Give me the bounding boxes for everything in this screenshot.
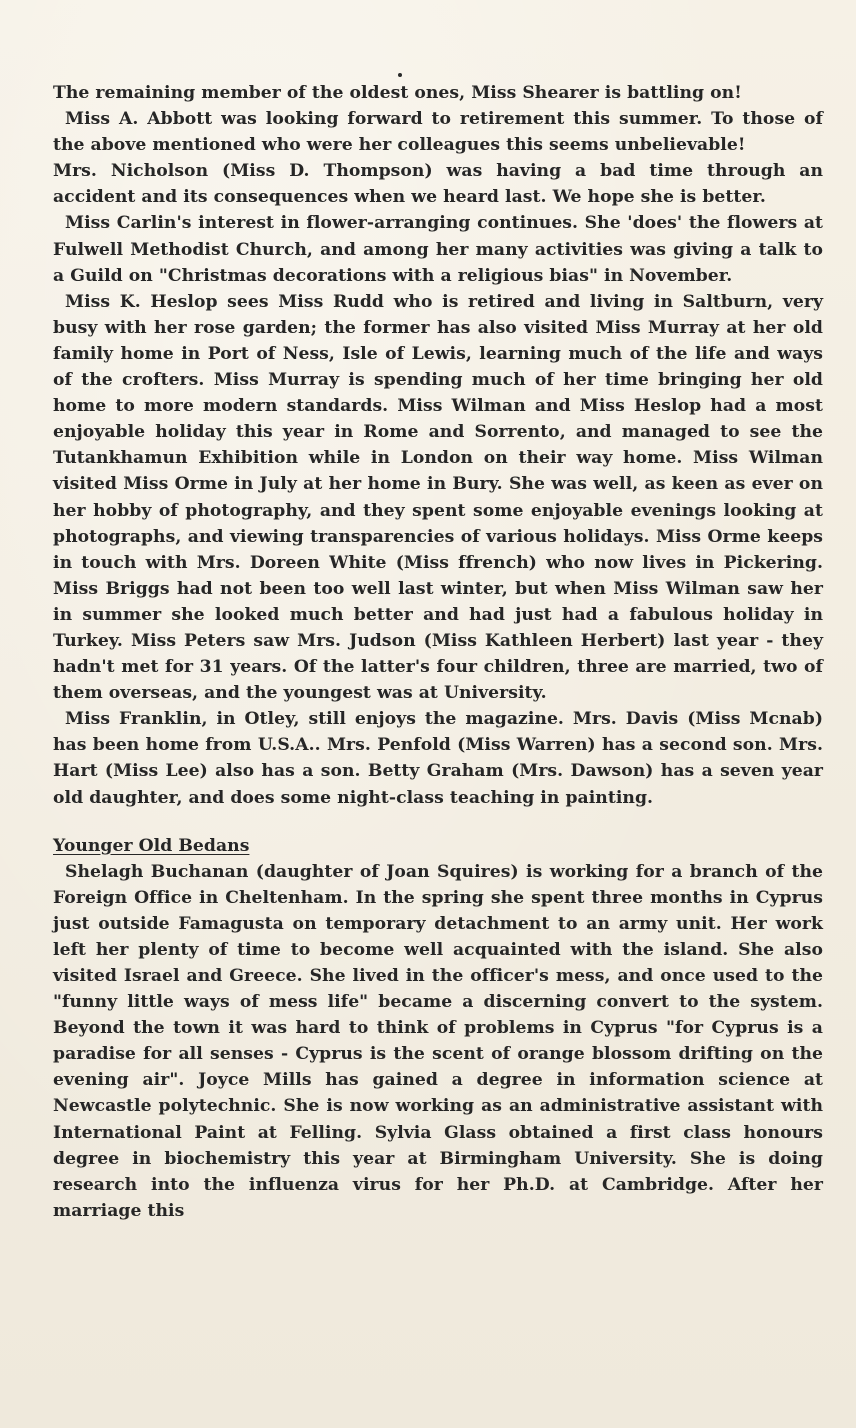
paragraph-carlin: Miss Carlin's interest in flower-arranging continues. She 'does' the flowers at Fulwell Methodist Church, and among her many activities was giving a talk to a Guild on "Christmas decorations with a religious bias" in November.	[53, 213, 823, 286]
paragraph-buchanan: Shelagh Buchanan (daughter of Joan Squires) is working for a branch of the Foreign Office in Cheltenham. In the spring she spent three months in Cyprus just outside Famagusta on temporary detachment to an army unit. Her work left her plenty of time to become well acquainted with the island. She also visited Israel and Greece. She lived in the officer's mess, and once used to the "funny little ways of mess life" became a discerning convert to the system. Beyond the town it was hard to think of problems in Cyprus "for Cyprus is a paradise for all senses - Cyprus is the scent of orange blossom drifting on the evening air". Joyce Mills has gained a degree in information science at Newcastle polytechnic. She is now working as an administrative assistant with International Paint at Felling. Sylvia Glass obtained a first class honours degree in biochemistry this year at Birmingham University. She is doing research into the influenza virus for her Ph.D. at Cambridge. After her marriage this	[53, 861, 823, 1221]
section-heading: Younger Old Bedans	[53, 835, 250, 856]
paragraph-nicholson: Mrs. Nicholson (Miss D. Thompson) was having a bad time through an accident and its consequences when we heard last. We hope she is better.	[53, 161, 823, 208]
paragraph-franklin: Miss Franklin, in Otley, still enjoys the magazine. Mrs. Davis (Miss Mcnab) has been home from U.S.A.. Mrs. Penfold (Miss Warren) has a second son. Mrs. Hart (Miss Lee) also has a son. Betty Graham (Mrs. Dawson) has a seven year old daughter, and does some night-class teaching in painting.	[53, 709, 823, 808]
paragraph-shearer: The remaining member of the oldest ones, Miss Shearer is battling on!	[53, 83, 742, 103]
page-mark	[398, 73, 402, 77]
document-body	[53, 80, 823, 1224]
paragraph-abbott: Miss A. Abbott was looking forward to retirement this summer. To those of the above mentioned who were her colleagues this seems unbelievable!	[53, 109, 823, 156]
paragraph-heslop: Miss K. Heslop sees Miss Rudd who is retired and living in Saltburn, very busy with her rose garden; the former has also visited Miss Murray at her old family home in Port of Ness, Isle of Lewis, learning much of the life and ways of the crofters. Miss Murray is spending much of her time bringing her old home to more modern standards. Miss Wilman and Miss Heslop had a most enjoyable holiday this year in Rome and Sorrento, and managed to see the Tutankhamun Exhibition while in London on their way home. Miss Wilman visited Miss Orme in July at her home in Bury. She was well, as keen as ever on her hobby of photography, and they spent some enjoyable evenings looking at photographs, and viewing transparencies of various holidays. Miss Orme keeps in touch with Mrs. Doreen White (Miss ffrench) who now lives in Pickering. Miss Briggs had not been too well last winter, but when Miss Wilman saw her in summer she looked much better and had just had a fabulous holiday in Turkey. Miss Peters saw Mrs. Judson (Miss Kathleen Herbert) last year - they hadn't met for 31 years. Of the latter's four children, three are married, two of them overseas, and the youngest was at University.	[53, 291, 823, 704]
